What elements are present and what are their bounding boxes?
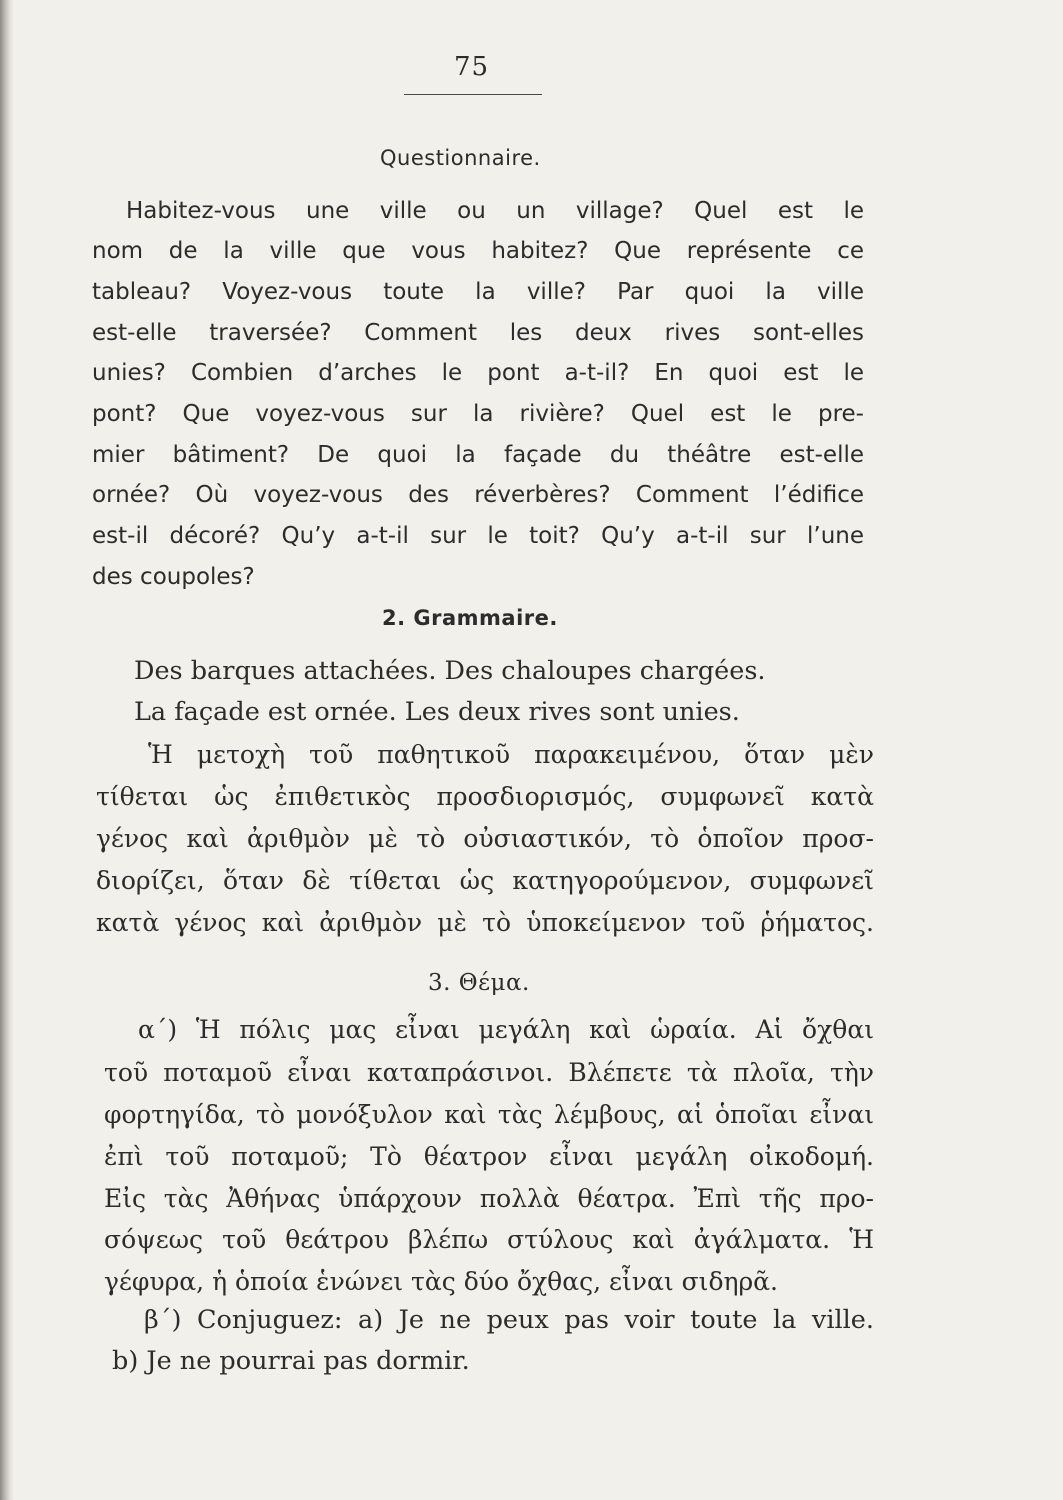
questionnaire-line: tableau? Voyez-vous toute la ville? Par quoi la ville xyxy=(92,279,864,305)
grammaire-greek-line: γένος καὶ ἀριθμὸν μὲ τὸ οὐσιαστικόν, τὸ ὁποῖον προσ- xyxy=(96,824,874,853)
questionnaire-line: unies? Combien d’arches le pont a-t-il? En quoi est le xyxy=(92,360,864,386)
thema-line: Εἰς τὰς Ἀθήνας ὑπάρχουν πολλὰ θέατρα. Ἐπὶ τῆς προ- xyxy=(104,1184,874,1213)
grammaire-greek-line: τίθεται ὡς ἐπιθετικὸς προσδιορισμός, συμφωνεῖ κατὰ xyxy=(96,782,874,811)
questionnaire-line: ornée? Où voyez-vous des réverbères? Comment l’édifice xyxy=(92,482,864,508)
thema-line: ἐπὶ τοῦ ποταμοῦ; Τὸ θέατρον εἶναι μεγάλη οἰκοδομή. xyxy=(104,1142,874,1171)
thema-heading: 3. Θέμα. xyxy=(428,970,530,996)
questionnaire-line: est-il décoré? Qu’y a-t-il sur le toit? Qu’y a-t-il sur l’une xyxy=(92,523,864,549)
questionnaire-line: est-elle traversée? Comment les deux rives sont-elles xyxy=(92,320,864,346)
grammaire-greek-line: κατὰ γένος καὶ ἀριθμὸν μὲ τὸ ὑποκείμενον τοῦ ῥήματος. xyxy=(96,908,874,937)
questionnaire-line: nom de la ville que vous habitez? Que représente ce xyxy=(92,238,864,264)
questionnaire-line: Habitez-vous une ville ou un village? Quel est le xyxy=(126,198,864,224)
grammaire-heading: 2. Grammaire. xyxy=(382,606,558,630)
questionnaire-line: des coupoles? xyxy=(92,564,255,590)
page-number-rule xyxy=(404,94,542,95)
thema-line: γέφυρα, ἡ ὁποία ἑνώνει τὰς δύο ὄχθας, εἶναι σιδηρᾶ. xyxy=(104,1267,778,1296)
thema-line: σόψεως τοῦ θεάτρου βλέπω στύλους καὶ ἀγάλματα. Ἡ xyxy=(104,1225,874,1254)
grammaire-greek-line: διορίζει, ὅταν δὲ τίθεται ὡς κατηγορούμενον, συμφωνεῖ xyxy=(96,866,874,895)
grammaire-line: Des barques attachées. Des chaloupes chargées. xyxy=(134,656,766,686)
grammaire-greek-line: Ἡ μετοχὴ τοῦ παθητικοῦ παρακειμένου, ὅταν μὲν xyxy=(148,740,874,769)
thema-conjugation-line: β΄) Conjuguez: a) Je ne peux pas voir toute la ville. xyxy=(144,1305,874,1335)
thema-line: φορτηγίδα, τὸ μονόξυλον καὶ τὰς λέμβους, αἱ ὁποῖαι εἶναι xyxy=(104,1100,874,1129)
thema-conjugation-line: b) Je ne pourrai pas dormir. xyxy=(112,1346,470,1376)
thema-line: α΄) Ἡ πόλις μας εἶναι μεγάλη καὶ ὡραία. Αἱ ὄχθαι xyxy=(138,1015,874,1044)
questionnaire-line: pont? Que voyez-vous sur la rivière? Quel est le pre- xyxy=(92,401,864,427)
questionnaire-line: mier bâtiment? De quoi la façade du théâtre est-elle xyxy=(92,442,864,468)
questionnaire-heading: Questionnaire. xyxy=(380,146,541,170)
binding-gutter xyxy=(0,0,14,1500)
thema-line: τοῦ ποταμοῦ εἶναι καταπράσινοι. Βλέπετε τὰ πλοῖα, τὴν xyxy=(104,1058,874,1087)
grammaire-line: La façade est ornée. Les deux rives sont unies. xyxy=(134,697,740,727)
page-number: 75 xyxy=(454,52,490,82)
